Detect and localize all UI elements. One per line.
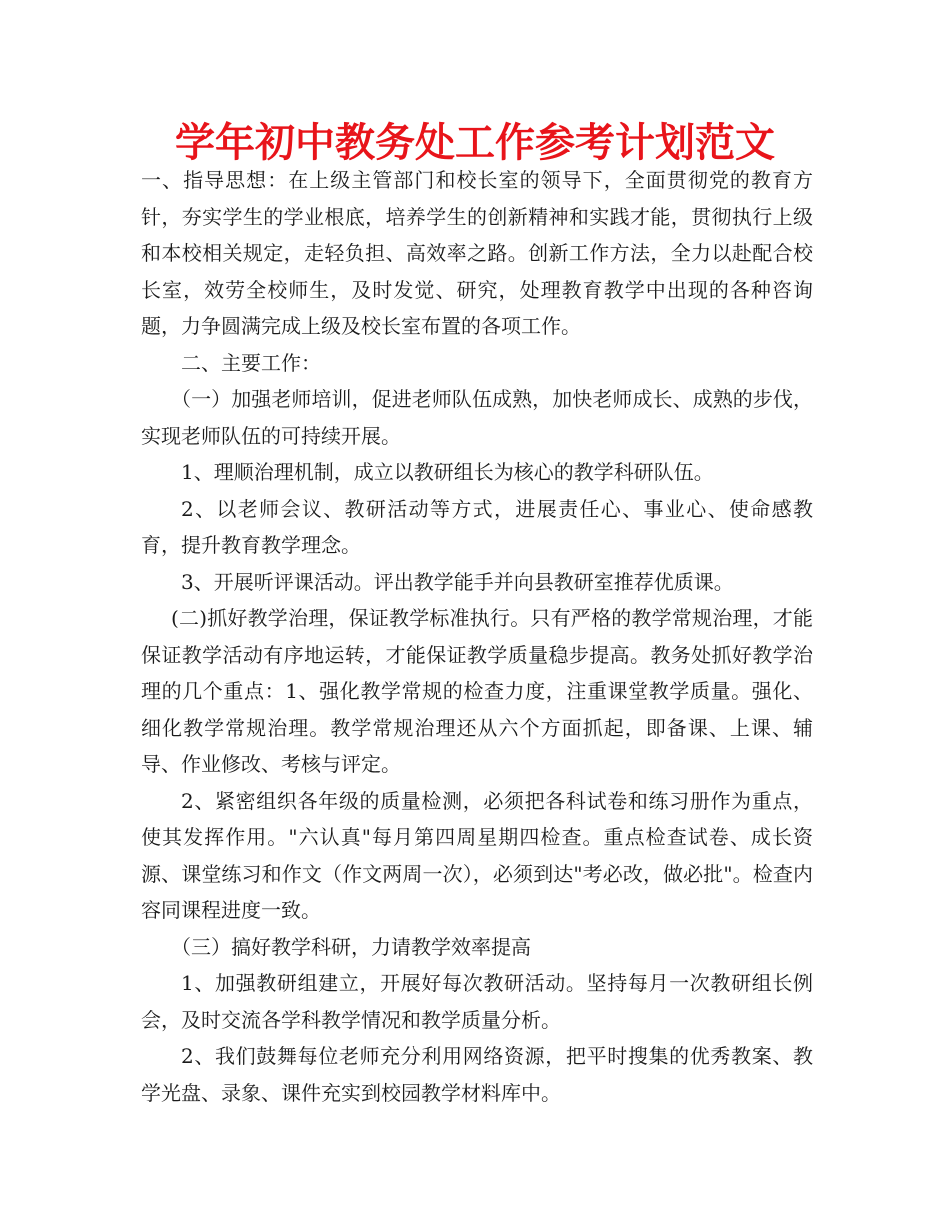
paragraph-section-two: (二)抓好教学治理，保证教学标准执行。只有严格的教学常规治理，才能保证教学活动有序地运转，才能保证教学质量稳步提高。教务处抓好教学治理的几个重点：1、强化教学常规的检查力度，注重课堂教学质量。强化、细化教学常规治理。教学常规治理还从六个方面抓起，即备课、上课、辅导、作业修改、考核与评定。 [141, 606, 813, 776]
paragraph-section-one: （一）加强老师培训，促进老师队伍成熟，加快老师成长、成熟的步伐，实现老师队伍的可持续开展。 [141, 387, 813, 448]
paragraph-item: 2、以老师会议、教研活动等方式，进展责任心、事业心、使命感教育，提升教育教学理念。 [141, 496, 813, 557]
document-title: 学年初中教务处工作参考计划范文 [175, 120, 775, 166]
paragraph-item: 1、加强教研组建立，开展好每次教研活动。坚持每月一次教研组长例会，及时交流各学科教学情况和教学质量分析。 [141, 971, 813, 1032]
paragraph-item: 1、理顺治理机制，成立以教研组长为核心的教学科研队伍。 [181, 460, 714, 484]
paragraph-main-work-heading: 二、主要工作： [181, 350, 321, 375]
document-body [141, 162, 813, 1111]
paragraph-section-three: （三）搞好教学科研，力请教学效率提高 [171, 934, 531, 959]
paragraph-item: 2、紧密组织各年级的质量检测，必须把各科试卷和练习册作为重点，使其发挥作用。"六认真"每月第四周星期四检查。重点检查试卷、成长资源、课堂练习和作文（作文两周一次），必须到达"考必改，做必批"。检查内容同课程进度一致。 [141, 788, 813, 922]
paragraph-guiding-ideology: 一、指导思想：在上级主管部门和校长室的领导下，全面贯彻党的教育方针，夯实学生的学业根底，培养学生的创新精神和实践才能，贯彻执行上级和本校相关规定，走轻负担、高效率之路。创新工作方法，全力以赴配合校长室，效劳全校师生，及时发觉、研究，处理教育教学中出现的各种咨询题，力争圆满完成上级及校长室布置的各项工作。 [141, 168, 813, 338]
paragraph-item: 2、我们鼓舞每位老师充分利用网络资源，把平时搜集的优秀教案、教学光盘、录象、课件充实到校园教学材料库中。 [141, 1044, 813, 1105]
paragraph-item: 3、开展听评课活动。评出教学能手并向县教研室推荐优质课。 [181, 569, 734, 594]
